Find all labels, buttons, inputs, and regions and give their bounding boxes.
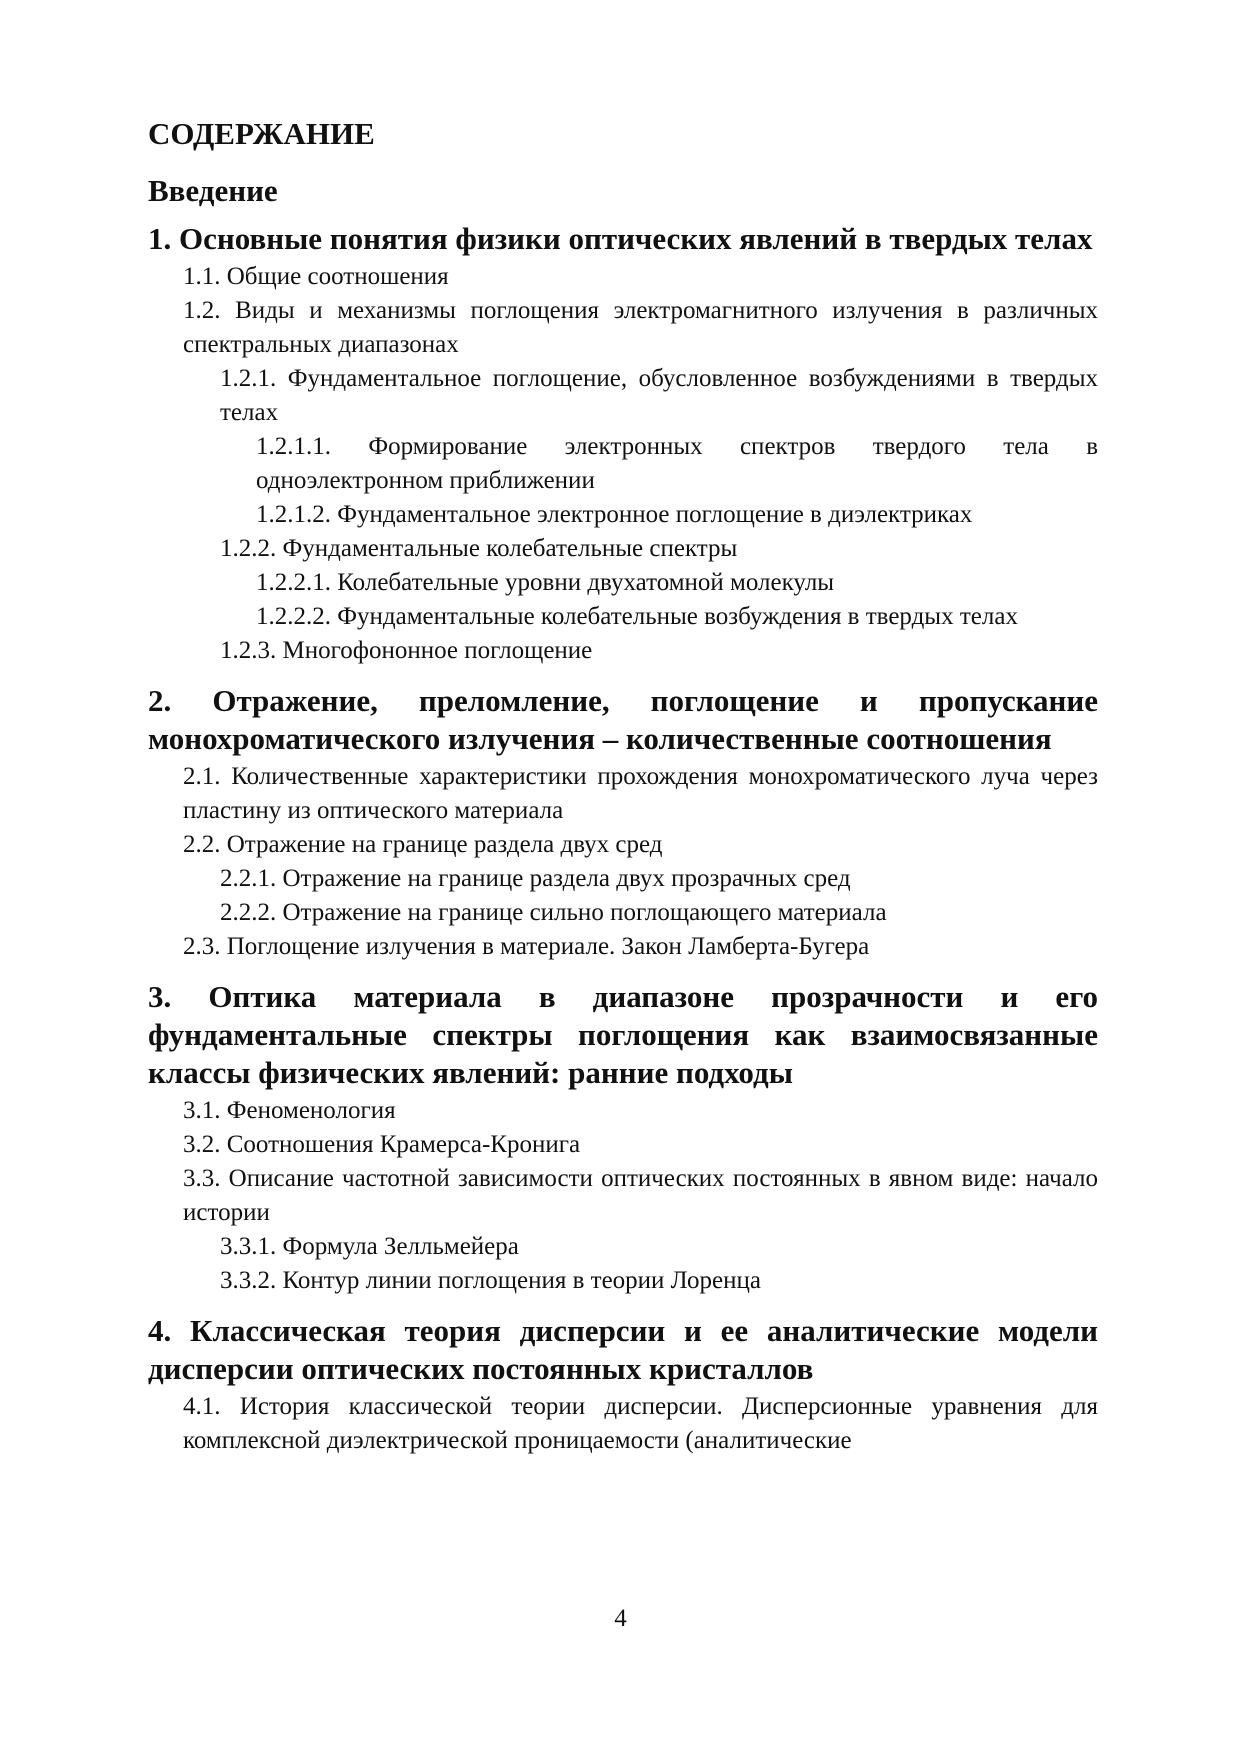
toc-section-1-1: 1.1. Общие соотношения — [183, 263, 449, 290]
page-number: 4 — [614, 1605, 627, 1632]
toc-introduction: Введение — [148, 173, 278, 208]
toc-section-3-3-1: 3.3.1. Формула Зелльмейера — [220, 1233, 519, 1260]
toc-section-3-1: 3.1. Феноменология — [183, 1097, 396, 1124]
toc-section-2-2-1: 2.2.1. Отражение на границе раздела двух прозрачных сред — [220, 865, 851, 892]
toc-chapter-2: 2. Отражение, преломление, поглощение и пропускание монохроматического излучения – количественные соотношения — [148, 683, 1098, 756]
toc-section-4-1: 4.1. История классической теории дисперсии. Дисперсионные уравнения для комплексной диэлектрической проницаемости (аналитические — [183, 1393, 1098, 1454]
toc-chapter-1: 1. Основные понятия физики оптических явлений в твердых телах — [148, 221, 1093, 256]
toc-section-2-2-2: 2.2.2. Отражение на границе сильно поглощающего материала — [220, 899, 887, 926]
toc-section-1-2-1: 1.2.1. Фундаментальное поглощение, обусловленное возбуждениями в твердых телах — [220, 365, 1098, 426]
toc-section-1-2-1-1: 1.2.1.1. Формирование электронных спектров твердого тела в одноэлектронном приближении — [256, 433, 1098, 494]
toc-section-3-3-2: 3.3.2. Контур линии поглощения в теории Лоренца — [220, 1267, 761, 1294]
toc-section-1-2: 1.2. Виды и механизмы поглощения электромагнитного излучения в различных спектральных диапазонах — [183, 297, 1098, 358]
toc-section-3-3: 3.3. Описание частотной зависимости оптических постоянных в явном виде: начало истории — [183, 1165, 1098, 1226]
toc-section-3-2: 3.2. Соотношения Крамерса-Кронига — [183, 1131, 581, 1158]
toc-section-1-2-1-2: 1.2.1.2. Фундаментальное электронное поглощение в диэлектриках — [256, 501, 973, 528]
toc-section-2-1: 2.1. Количественные характеристики прохождения монохроматического луча через пластину из оптического материала — [183, 763, 1098, 824]
toc-chapter-3: 3. Оптика материала в диапазоне прозрачности и его фундаментальные спектры поглощения как взаимосвязанные классы физических явлений: ранние подходы — [148, 979, 1098, 1090]
toc-section-1-2-3: 1.2.3. Многофононное поглощение — [220, 637, 593, 664]
toc-title: СОДЕРЖАНИЕ — [148, 116, 375, 151]
toc-section-1-2-2-1: 1.2.2.1. Колебательные уровни двухатомной молекулы — [256, 569, 835, 596]
toc-section-2-2: 2.2. Отражение на границе раздела двух сред — [183, 831, 663, 858]
toc-section-1-2-2: 1.2.2. Фундаментальные колебательные спектры — [220, 535, 738, 562]
toc-section-2-3: 2.3. Поглощение излучения в материале. Закон Ламберта-Бугера — [183, 933, 870, 960]
toc-section-1-2-2-2: 1.2.2.2. Фундаментальные колебательные возбуждения в твердых телах — [256, 603, 1018, 630]
toc-chapter-4: 4. Классическая теория дисперсии и ее аналитические модели дисперсии оптических постоянных кристаллов — [148, 1313, 1098, 1386]
table-of-contents — [148, 112, 1098, 1458]
